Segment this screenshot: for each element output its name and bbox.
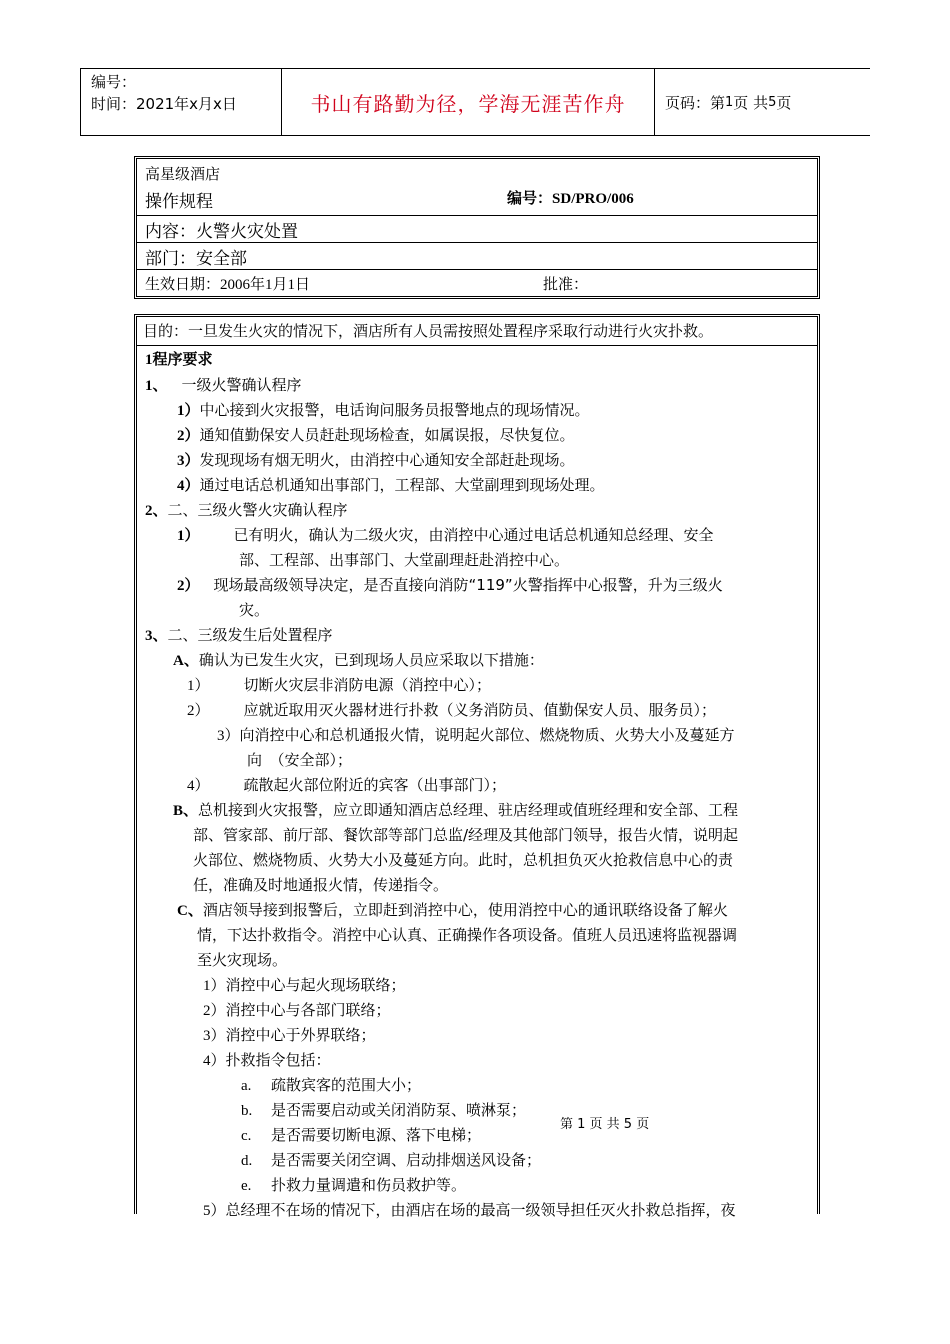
list-item: 2）消控中心与各部门联络； [203,1001,391,1019]
section-heading: 1程序要求 [145,352,213,368]
list-item: 2） 现场最高级领导决定，是否直接向消防“119”火警指挥中心报警，升为三级火 [177,576,723,594]
time-label: 时间：2021年x月x日 [91,95,237,113]
list-item-cont: 部、管家部、前厅部、餐饮部等部门总监/经理及其他部门领导，报告火情，说明起 [193,826,739,844]
list-item: C、酒店领导接到报警后，立即赶到消控中心，使用消控中心的通讯联络设备了解火 [177,901,728,919]
list-item: 2、二、三级火警火灾确认程序 [145,501,348,519]
page-footer: 第 1 页 共 5 页 [560,1117,650,1132]
list-item-cont: 灾。 [239,601,270,619]
document-info-table [134,156,820,299]
list-item: A、确认为已发生火灾，已到现场人员应采取以下措施： [173,651,544,669]
list-item: 2）通知值勤保安人员赶赴现场检查，如属误报，尽快复位。 [177,426,575,444]
list-item: 3）发现现场有烟无明火，由消控中心通知安全部赶赴现场。 [177,451,575,469]
motto: 书山有路勤为径，学海无涯苦作舟 [282,69,655,135]
purpose: 目的：一旦发生火灾的情况下，酒店所有人员需按照处置程序采取行动进行火灾扑救。 [137,317,817,346]
list-item-cont: 向 （安全部）； [247,751,353,769]
doc-number: 编号：SD/PRO/006 [507,190,634,207]
list-item: 3、二、三级发生后处置程序 [145,626,333,644]
list-item: 3）消控中心于外界联络； [203,1026,376,1044]
content-title: 内容：火警火灾处置 [137,216,817,243]
header-left-cell [80,69,282,135]
list-item-cont: 至火灾现场。 [197,951,288,969]
page-indicator: 页码：第 1 页 共 5 页 [665,93,792,112]
effective-date: 生效日期：2006年1月1日 [145,274,311,293]
list-item: 1）消控中心与起火现场联络； [203,976,406,994]
approval: 批准： [543,274,589,293]
list-item: b. 是否需要启动或关闭消防泵、喷淋泵； [241,1101,527,1119]
doc-type: 操作规程 [145,191,213,212]
procedure-body [134,314,820,1219]
list-item: 4）通过电话总机通知出事部门，工程部、大堂副理到现场处理。 [177,476,605,494]
list-item: 4） 疏散起火部位附近的宾客（出事部门）； [187,776,507,794]
org-name: 高星级酒店 [145,164,221,183]
list-item-cont: 部、工程部、出事部门、大堂副理赶赴消控中心。 [239,551,570,569]
department: 部门：安全部 [137,243,817,270]
list-item: 1、 一级火警确认程序 [145,376,302,394]
list-item-cont: 火部位、燃烧物质、火势大小及蔓延方向。此时，总机担负灭火抢救信息中心的责 [193,851,734,869]
list-item: a. 疏散宾客的范围大小； [241,1076,422,1094]
list-item: 4）扑救指令包括： [203,1051,331,1069]
list-item: 1） 切断火灾层非消防电源（消控中心）； [187,676,492,694]
list-item: B、总机接到火灾报警，应立即通知酒店总经理、驻店经理或值班经理和安全部、工程 [173,801,739,819]
list-item-cont: 任，准确及时地通报火情，传递指令。 [193,876,449,894]
list-item: d. 是否需要关闭空调、启动排烟送风设备； [241,1151,542,1169]
list-item: 1）中心接到火灾报警，电话询问服务员报警地点的现场情况。 [177,401,590,419]
list-item: 3）向消控中心和总机通报火情，说明起火部位、燃烧物质、火势大小及蔓延方 [217,726,735,744]
list-item: 5）总经理不在场的情况下，由酒店在场的最高一级领导担任灭火扑救总指挥，夜 [203,1201,736,1219]
list-item: c. 是否需要切断电源、落下电梯； [241,1126,482,1144]
list-item: 2） 应就近取用灭火器材进行扑救（义务消防员、值勤保安人员、服务员）； [187,701,717,719]
number-label: 编号： [91,73,137,91]
page-header [80,68,870,136]
list-item: e. 扑救力量调遣和伤员救护等。 [241,1176,467,1194]
list-item: 1） 已有明火，确认为二级火灾，由消控中心通过电话总机通知总经理、安全 [177,526,714,544]
list-item-cont: 情，下达扑救指令。消控中心认真、正确操作各项设备。值班人员迅速将监视器调 [197,926,738,944]
